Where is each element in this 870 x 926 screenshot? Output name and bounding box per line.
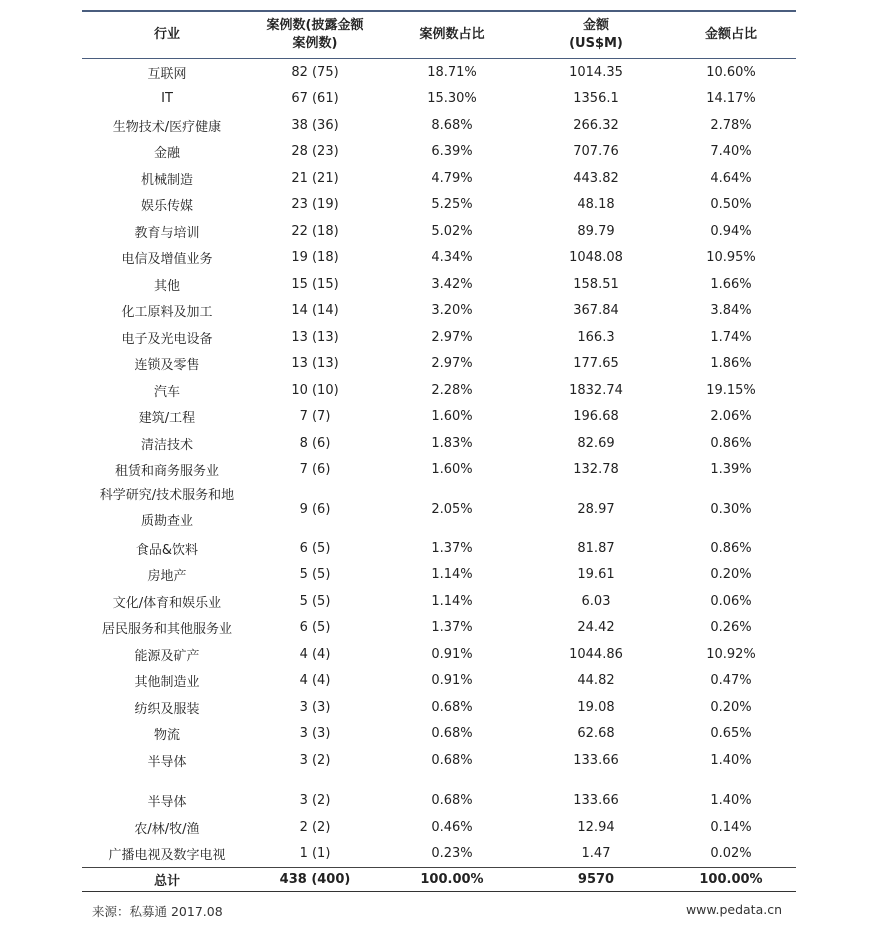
industry-line: 金融 xyxy=(153,146,180,162)
cell-amount: 266.32 xyxy=(573,117,619,133)
cell-amount-pct: 1.66% xyxy=(710,276,752,292)
industry-line: 电子及光电设备 xyxy=(121,331,213,347)
cell-amount: 196.68 xyxy=(573,409,619,425)
table-row xyxy=(82,165,796,192)
cell-case-pct: 8.68% xyxy=(431,117,473,133)
industry-line: 食品&饮料 xyxy=(135,542,199,558)
header-cases-line: 案例数) xyxy=(292,36,338,51)
cell-industry xyxy=(82,645,252,664)
row-spacer xyxy=(82,774,796,788)
cell-industry xyxy=(82,248,252,267)
table-row xyxy=(82,86,796,113)
cell-industry xyxy=(82,483,252,535)
cell-cases: 14 (14) xyxy=(291,303,339,319)
cell-amount: 1014.35 xyxy=(569,64,623,80)
table-row xyxy=(82,112,796,139)
cell-cases: 8 (6) xyxy=(299,435,331,451)
table-row xyxy=(82,324,796,351)
site-url: www.pedata.cn xyxy=(685,902,782,917)
table-bottom-rule xyxy=(82,891,796,892)
cell-case-pct: 1.37% xyxy=(431,540,473,556)
cell-case-pct: 18.71% xyxy=(427,64,477,80)
table-row xyxy=(82,721,796,748)
cell-case-pct: 0.68% xyxy=(431,793,473,809)
cell-amount-pct: 14.17% xyxy=(706,91,756,107)
cell-industry xyxy=(82,407,252,426)
table-row xyxy=(82,668,796,695)
industry-line: 广播电视及数字电视 xyxy=(108,848,226,864)
table-row xyxy=(82,841,796,868)
cell-industry xyxy=(82,818,252,837)
table-body xyxy=(82,59,796,867)
total-row xyxy=(82,868,796,891)
table-row xyxy=(82,139,796,166)
cell-cases: 1 (1) xyxy=(299,846,331,862)
cell-amount: 707.76 xyxy=(573,144,619,160)
table-row xyxy=(82,641,796,668)
cell-cases: 21 (21) xyxy=(291,170,339,186)
cell-amount-pct: 0.86% xyxy=(710,435,752,451)
cell-case-pct: 6.39% xyxy=(431,144,473,160)
cell-industry xyxy=(82,116,252,135)
cell-industry xyxy=(82,354,252,373)
cell-industry xyxy=(82,724,252,743)
table-row xyxy=(82,814,796,841)
table-row xyxy=(82,351,796,378)
cell-amount: 443.82 xyxy=(573,170,619,186)
table-row xyxy=(82,457,796,484)
cell-amount-pct: 0.47% xyxy=(710,673,752,689)
industry-line: 房地产 xyxy=(147,569,187,585)
header-case-pct-line: 案例数占比 xyxy=(419,27,485,42)
cell-case-pct: 4.34% xyxy=(431,250,473,266)
industry-line: 物流 xyxy=(153,728,180,744)
cell-cases: 10 (10) xyxy=(291,382,339,398)
table-row xyxy=(82,404,796,431)
cell-amount: 62.68 xyxy=(577,726,615,742)
cell-cases: 3 (2) xyxy=(299,752,331,768)
cell-cases: 5 (5) xyxy=(299,593,331,609)
cell-amount: 28.97 xyxy=(577,501,615,517)
cell-amount: 44.82 xyxy=(577,673,615,689)
cell-case-pct: 1.60% xyxy=(431,409,473,425)
table-row xyxy=(82,271,796,298)
table-row xyxy=(82,788,796,815)
cell-amount-pct: 0.20% xyxy=(710,567,752,583)
cell-amount-pct: 0.86% xyxy=(710,540,752,556)
cell-industry xyxy=(82,460,252,479)
total-amount-pct: 100.00% xyxy=(699,872,763,887)
cell-amount-pct: 4.64% xyxy=(710,170,752,186)
header-case-pct xyxy=(378,26,526,44)
cell-case-pct: 3.42% xyxy=(431,276,473,292)
industry-line: 互联网 xyxy=(147,66,187,82)
cell-amount-pct: 1.40% xyxy=(710,752,752,768)
industry-line: 半导体 xyxy=(147,754,187,770)
cell-amount: 177.65 xyxy=(573,356,619,372)
table-row xyxy=(82,218,796,245)
table-row xyxy=(82,615,796,642)
header-amount-line: 金额 xyxy=(582,18,609,33)
table-row xyxy=(82,377,796,404)
cell-cases: 6 (5) xyxy=(299,620,331,636)
cell-industry xyxy=(82,844,252,863)
cell-industry xyxy=(82,222,252,241)
cell-amount-pct: 0.50% xyxy=(710,197,752,213)
cell-cases: 28 (23) xyxy=(291,144,339,160)
table-row xyxy=(82,298,796,325)
cell-amount: 19.08 xyxy=(577,699,615,715)
cell-cases: 6 (5) xyxy=(299,540,331,556)
cell-cases: 3 (2) xyxy=(299,793,331,809)
cell-cases: 15 (15) xyxy=(291,276,339,292)
total-case-pct: 100.00% xyxy=(420,872,484,887)
cell-amount: 89.79 xyxy=(577,223,615,239)
cell-amount: 1.47 xyxy=(581,846,611,862)
cell-case-pct: 1.14% xyxy=(431,567,473,583)
table-row xyxy=(82,562,796,589)
industry-line: 电信及增值业务 xyxy=(121,252,213,268)
header-amount xyxy=(526,17,666,53)
cell-case-pct: 1.14% xyxy=(431,593,473,609)
industry-line: 娱乐传媒 xyxy=(140,199,193,215)
cell-case-pct: 0.68% xyxy=(431,699,473,715)
industry-line: 汽车 xyxy=(153,384,180,400)
cell-amount: 1044.86 xyxy=(569,646,623,662)
cell-cases: 4 (4) xyxy=(299,646,331,662)
table-header xyxy=(82,12,796,58)
cell-amount-pct: 2.06% xyxy=(710,409,752,425)
cell-amount-pct: 1.39% xyxy=(710,462,752,478)
cell-cases: 7 (7) xyxy=(299,409,331,425)
cell-industry xyxy=(82,195,252,214)
industry-line: 文化/体育和娱乐业 xyxy=(112,595,222,611)
cell-industry xyxy=(82,91,252,106)
header-industry-line: 行业 xyxy=(153,27,180,42)
industry-line: 建筑/工程 xyxy=(138,411,196,427)
table-row xyxy=(82,535,796,562)
cell-amount-pct: 7.40% xyxy=(710,144,752,160)
cell-amount: 81.87 xyxy=(577,540,615,556)
table-row xyxy=(82,192,796,219)
cell-industry xyxy=(82,142,252,161)
cell-amount-pct: 0.30% xyxy=(710,501,752,517)
cell-cases: 9 (6) xyxy=(299,501,331,517)
table-row xyxy=(82,59,796,86)
cell-industry xyxy=(82,698,252,717)
cell-case-pct: 2.28% xyxy=(431,382,473,398)
industry-line: 其他制造业 xyxy=(134,675,200,691)
cell-industry xyxy=(82,671,252,690)
cell-industry xyxy=(82,169,252,188)
cell-industry xyxy=(82,63,252,82)
industry-line: 科学研究/技术服务和地 xyxy=(99,488,235,503)
cell-industry xyxy=(82,539,252,558)
industry-line: 其他 xyxy=(153,278,180,294)
cell-case-pct: 5.02% xyxy=(431,223,473,239)
total-cases: 438 (400) xyxy=(279,872,351,887)
cell-case-pct: 1.37% xyxy=(431,620,473,636)
industry-line: 质勘查业 xyxy=(140,514,193,529)
cell-case-pct: 15.30% xyxy=(427,91,477,107)
cell-case-pct: 2.05% xyxy=(431,501,473,517)
cell-amount: 1832.74 xyxy=(569,382,623,398)
cell-industry xyxy=(82,434,252,453)
cell-amount-pct: 0.14% xyxy=(710,819,752,835)
industry-line: 化工原料及加工 xyxy=(121,305,213,321)
cell-amount-pct: 10.92% xyxy=(706,646,756,662)
cell-industry xyxy=(82,751,252,770)
total-label: 总计 xyxy=(153,874,180,889)
cell-amount-pct: 10.95% xyxy=(706,250,756,266)
cell-cases: 23 (19) xyxy=(291,197,339,213)
cell-amount-pct: 1.40% xyxy=(710,793,752,809)
table-row xyxy=(82,694,796,721)
cell-cases: 19 (18) xyxy=(291,250,339,266)
cell-case-pct: 0.68% xyxy=(431,752,473,768)
header-amount-pct xyxy=(666,26,796,44)
cell-cases: 7 (6) xyxy=(299,462,331,478)
cell-amount: 132.78 xyxy=(573,462,619,478)
cell-cases: 82 (75) xyxy=(291,64,339,80)
cell-amount-pct: 1.74% xyxy=(710,329,752,345)
header-industry xyxy=(82,26,252,44)
industry-line: 连锁及零售 xyxy=(134,358,200,374)
industry-line: 居民服务和其他服务业 xyxy=(101,622,232,638)
cell-case-pct: 0.46% xyxy=(431,819,473,835)
cell-amount-pct: 19.15% xyxy=(706,382,756,398)
industry-line: 教育与培训 xyxy=(134,225,200,241)
cell-amount-pct: 0.20% xyxy=(710,699,752,715)
cell-amount-pct: 3.84% xyxy=(710,303,752,319)
cell-cases: 38 (36) xyxy=(291,117,339,133)
cell-case-pct: 1.83% xyxy=(431,435,473,451)
cell-amount: 166.3 xyxy=(577,329,615,345)
cell-industry xyxy=(82,592,252,611)
cell-case-pct: 5.25% xyxy=(431,197,473,213)
table-row xyxy=(82,483,796,535)
cell-amount-pct: 0.06% xyxy=(710,593,752,609)
cell-case-pct: 2.97% xyxy=(431,329,473,345)
table-row xyxy=(82,588,796,615)
cell-industry xyxy=(82,381,252,400)
cell-case-pct: 0.91% xyxy=(431,646,473,662)
cell-industry xyxy=(82,618,252,637)
cell-case-pct: 0.68% xyxy=(431,726,473,742)
cell-cases: 13 (13) xyxy=(291,356,339,372)
cell-industry xyxy=(82,565,252,584)
cell-cases: 5 (5) xyxy=(299,567,331,583)
header-cases xyxy=(252,17,378,53)
cell-case-pct: 0.23% xyxy=(431,846,473,862)
cell-cases: 13 (13) xyxy=(291,329,339,345)
header-cases-line: 案例数(披露金额 xyxy=(266,18,364,33)
cell-amount-pct: 0.65% xyxy=(710,726,752,742)
table-row xyxy=(82,430,796,457)
investment-table xyxy=(82,10,796,892)
cell-amount: 1356.1 xyxy=(573,91,619,107)
cell-cases: 67 (61) xyxy=(291,91,339,107)
industry-line: IT xyxy=(161,91,173,107)
cell-amount: 48.18 xyxy=(577,197,615,213)
industry-line: 生物技术/医疗健康 xyxy=(112,119,222,135)
cell-amount: 367.84 xyxy=(573,303,619,319)
cell-cases: 3 (3) xyxy=(299,699,331,715)
cell-amount: 1048.08 xyxy=(569,250,623,266)
cell-industry xyxy=(82,328,252,347)
cell-cases: 3 (3) xyxy=(299,726,331,742)
cell-amount: 19.61 xyxy=(577,567,615,583)
industry-line: 机械制造 xyxy=(140,172,193,188)
cell-cases: 22 (18) xyxy=(291,223,339,239)
cell-case-pct: 2.97% xyxy=(431,356,473,372)
industry-line: 半导体 xyxy=(147,795,187,811)
source-note: 来源：私募通 2017.08 xyxy=(92,904,223,919)
cell-amount: 133.66 xyxy=(573,752,619,768)
cell-amount: 12.94 xyxy=(577,819,615,835)
cell-amount-pct: 1.86% xyxy=(710,356,752,372)
industry-line: 纺织及服装 xyxy=(134,701,200,717)
cell-cases: 2 (2) xyxy=(299,819,331,835)
cell-case-pct: 4.79% xyxy=(431,170,473,186)
cell-amount-pct: 0.26% xyxy=(710,620,752,636)
cell-industry xyxy=(82,275,252,294)
cell-amount-pct: 2.78% xyxy=(710,117,752,133)
industry-line: 能源及矿产 xyxy=(134,648,200,664)
cell-cases: 4 (4) xyxy=(299,673,331,689)
cell-amount-pct: 10.60% xyxy=(706,64,756,80)
cell-case-pct: 3.20% xyxy=(431,303,473,319)
cell-amount-pct: 0.02% xyxy=(710,846,752,862)
cell-amount: 24.42 xyxy=(577,620,615,636)
cell-industry xyxy=(82,791,252,810)
header-amount-pct-line: 金额占比 xyxy=(704,27,757,42)
cell-case-pct: 1.60% xyxy=(431,462,473,478)
table-row xyxy=(82,747,796,774)
cell-amount: 158.51 xyxy=(573,276,619,292)
cell-amount-pct: 0.94% xyxy=(710,223,752,239)
cell-case-pct: 0.91% xyxy=(431,673,473,689)
cell-amount: 6.03 xyxy=(581,593,611,609)
industry-line: 农/林/牧/渔 xyxy=(134,821,200,837)
industry-line: 清洁技术 xyxy=(140,437,193,453)
cell-amount: 133.66 xyxy=(573,793,619,809)
industry-line: 租赁和商务服务业 xyxy=(114,464,219,480)
header-amount-line: (US$M) xyxy=(569,36,623,51)
table-row xyxy=(82,245,796,272)
total-amount: 9570 xyxy=(577,872,615,887)
cell-industry xyxy=(82,301,252,320)
cell-amount: 82.69 xyxy=(577,435,615,451)
